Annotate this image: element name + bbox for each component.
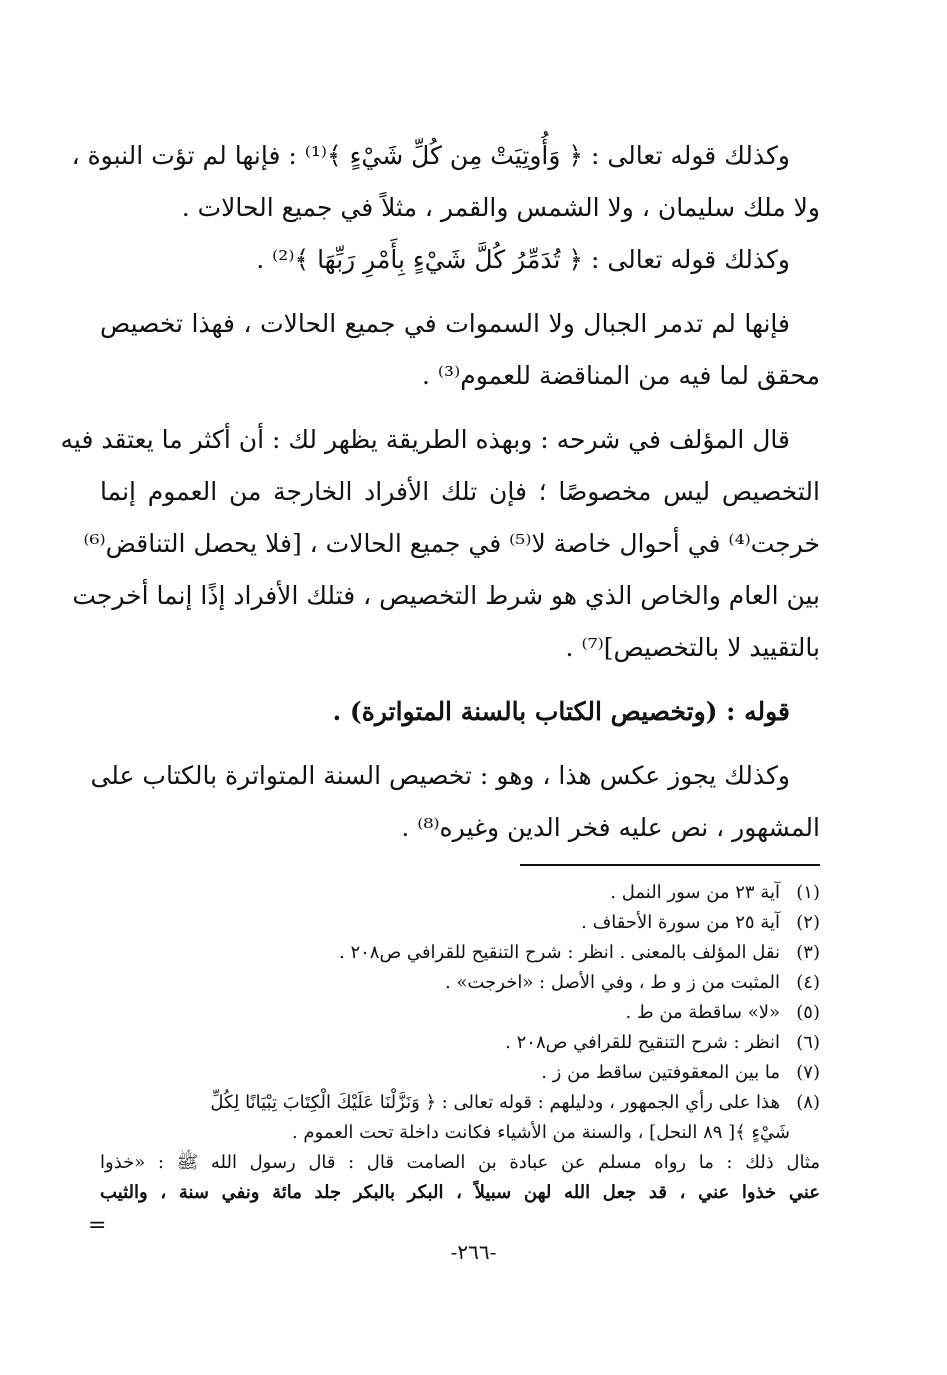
footnote-number: (٣) xyxy=(796,942,820,963)
footnote-text: آية ٢٥ من سورة الأحقاف . xyxy=(581,912,780,933)
footnote-number: (٤) xyxy=(796,972,820,993)
footnote-continuation-line: شَيْءٍ ﴾[ ٨٩ النحل] ، والسنة من الأشياء فكانت داخلة تحت العموم . xyxy=(291,1122,790,1143)
footnote xyxy=(100,968,820,998)
footnote-text: نقل المؤلف بالمعنى . انظر : شرح التنقيح للقرافي ص٢٠٨ . xyxy=(338,942,780,963)
main-text xyxy=(60,130,820,854)
text-line: قوله : (وتخصيص الكتاب بالسنة المتواترة) . xyxy=(332,697,790,726)
footnote xyxy=(100,1058,820,1088)
paragraph-gap xyxy=(100,738,820,750)
page-number: -٢٦٦- xyxy=(450,1240,497,1264)
text-line: وكذلك قوله تعالى : ﴿ وَأُوتِيَتْ مِن كُلِّ شَيْءٍ ﴾⁽¹⁾ : فإنها لم تؤت النبوة ، xyxy=(71,141,790,170)
footnote-text: المثبت من ز و ط ، وفي الأصل : «اخرجت» . xyxy=(445,972,780,993)
footnote-number: (٦) xyxy=(796,1032,820,1053)
footnotes xyxy=(100,878,820,1118)
footnote-number: (٢) xyxy=(796,912,820,933)
footnote-separator xyxy=(520,864,820,866)
footnote-number: (١) xyxy=(796,882,820,903)
footnote xyxy=(100,1028,820,1058)
paragraph-gap xyxy=(100,402,820,414)
paragraph-gap xyxy=(100,674,820,686)
footnote xyxy=(100,878,820,908)
text-line: بالتقييد لا بالتخصيص]⁽⁷⁾ . xyxy=(565,633,820,662)
text-line: التخصيص ليس مخصوصًا ؛ فإن تلك الأفراد الخارجة من العموم إنما xyxy=(100,477,820,506)
footnote xyxy=(100,938,820,968)
footnote-text: «لا» ساقطة من ط . xyxy=(625,1002,780,1023)
text-line: وكذلك قوله تعالى : ﴿ تُدَمِّرُ كُلَّ شَيْءٍ بِأَمْرِ رَبِّهَا ﴾⁽²⁾ . xyxy=(256,245,790,274)
paragraph-gap xyxy=(100,286,820,298)
continuation-mark: = xyxy=(88,1213,107,1238)
text-line: المشهور ، نص عليه فخر الدين وغيره⁽⁸⁾ . xyxy=(401,813,820,842)
footnote-number: (٧) xyxy=(796,1062,820,1083)
footnote-text: آية ٢٣ من سور النمل . xyxy=(610,882,780,903)
footnote-continuation xyxy=(100,1118,820,1208)
text-line: ولا ملك سليمان ، ولا الشمس والقمر ، مثلاً في جميع الحالات . xyxy=(181,193,820,222)
footnote-continuation-line: عني خذوا عني ، قد جعل الله لهن سبيلاً ، البكر بالبكر جلد مائة ونفي سنة ، والثيب xyxy=(100,1182,820,1203)
page-body xyxy=(60,130,820,1208)
footnote-number: (٥) xyxy=(796,1002,820,1023)
text-line: وكذلك يجوز عكس هذا ، وهو : تخصيص السنة المتواترة بالكتاب على xyxy=(90,761,790,790)
text-line: فإنها لم تدمر الجبال ولا السموات في جميع الحالات ، فهذا تخصيص xyxy=(100,309,790,338)
footnote-text: انظر : شرح التنقيح للقرافي ص٢٠٨ . xyxy=(505,1032,780,1053)
footnote xyxy=(100,1088,820,1118)
footnote xyxy=(100,908,820,938)
text-line: خرجت⁽⁴⁾ في أحوال خاصة لا⁽⁵⁾ في جميع الحالات ، [فلا يحصل التناقض⁽⁶⁾ xyxy=(83,529,820,558)
footnote-number: (٨) xyxy=(796,1092,820,1113)
footnote-text: هذا على رأي الجمهور ، ودليلهم : قوله تعالى : ﴿ وَنَزَّلْنَا عَلَيْكَ الْكِتَابَ تِبْيَانًا لِكُلِّ xyxy=(210,1092,780,1113)
text-line: محقق لما فيه من المناقضة للعموم⁽³⁾ . xyxy=(422,361,820,390)
text-line: بين العام والخاص الذي هو شرط التخصيص ، فتلك الأفراد إذًا إنما أخرجت xyxy=(72,581,820,610)
footnote-separator-wrap xyxy=(100,864,820,866)
footnote-continuation-line: مثال ذلك : ما رواه مسلم عن عبادة بن الصامت قال : قال رسول الله ﷺ : «خذوا xyxy=(100,1152,820,1173)
footnote-text: ما بين المعقوفتين ساقط من ز . xyxy=(541,1062,780,1083)
text-line: قال المؤلف في شرحه : وبهذه الطريقة يظهر لك : أن أكثر ما يعتقد فيه xyxy=(60,425,790,454)
footnote xyxy=(100,998,820,1028)
